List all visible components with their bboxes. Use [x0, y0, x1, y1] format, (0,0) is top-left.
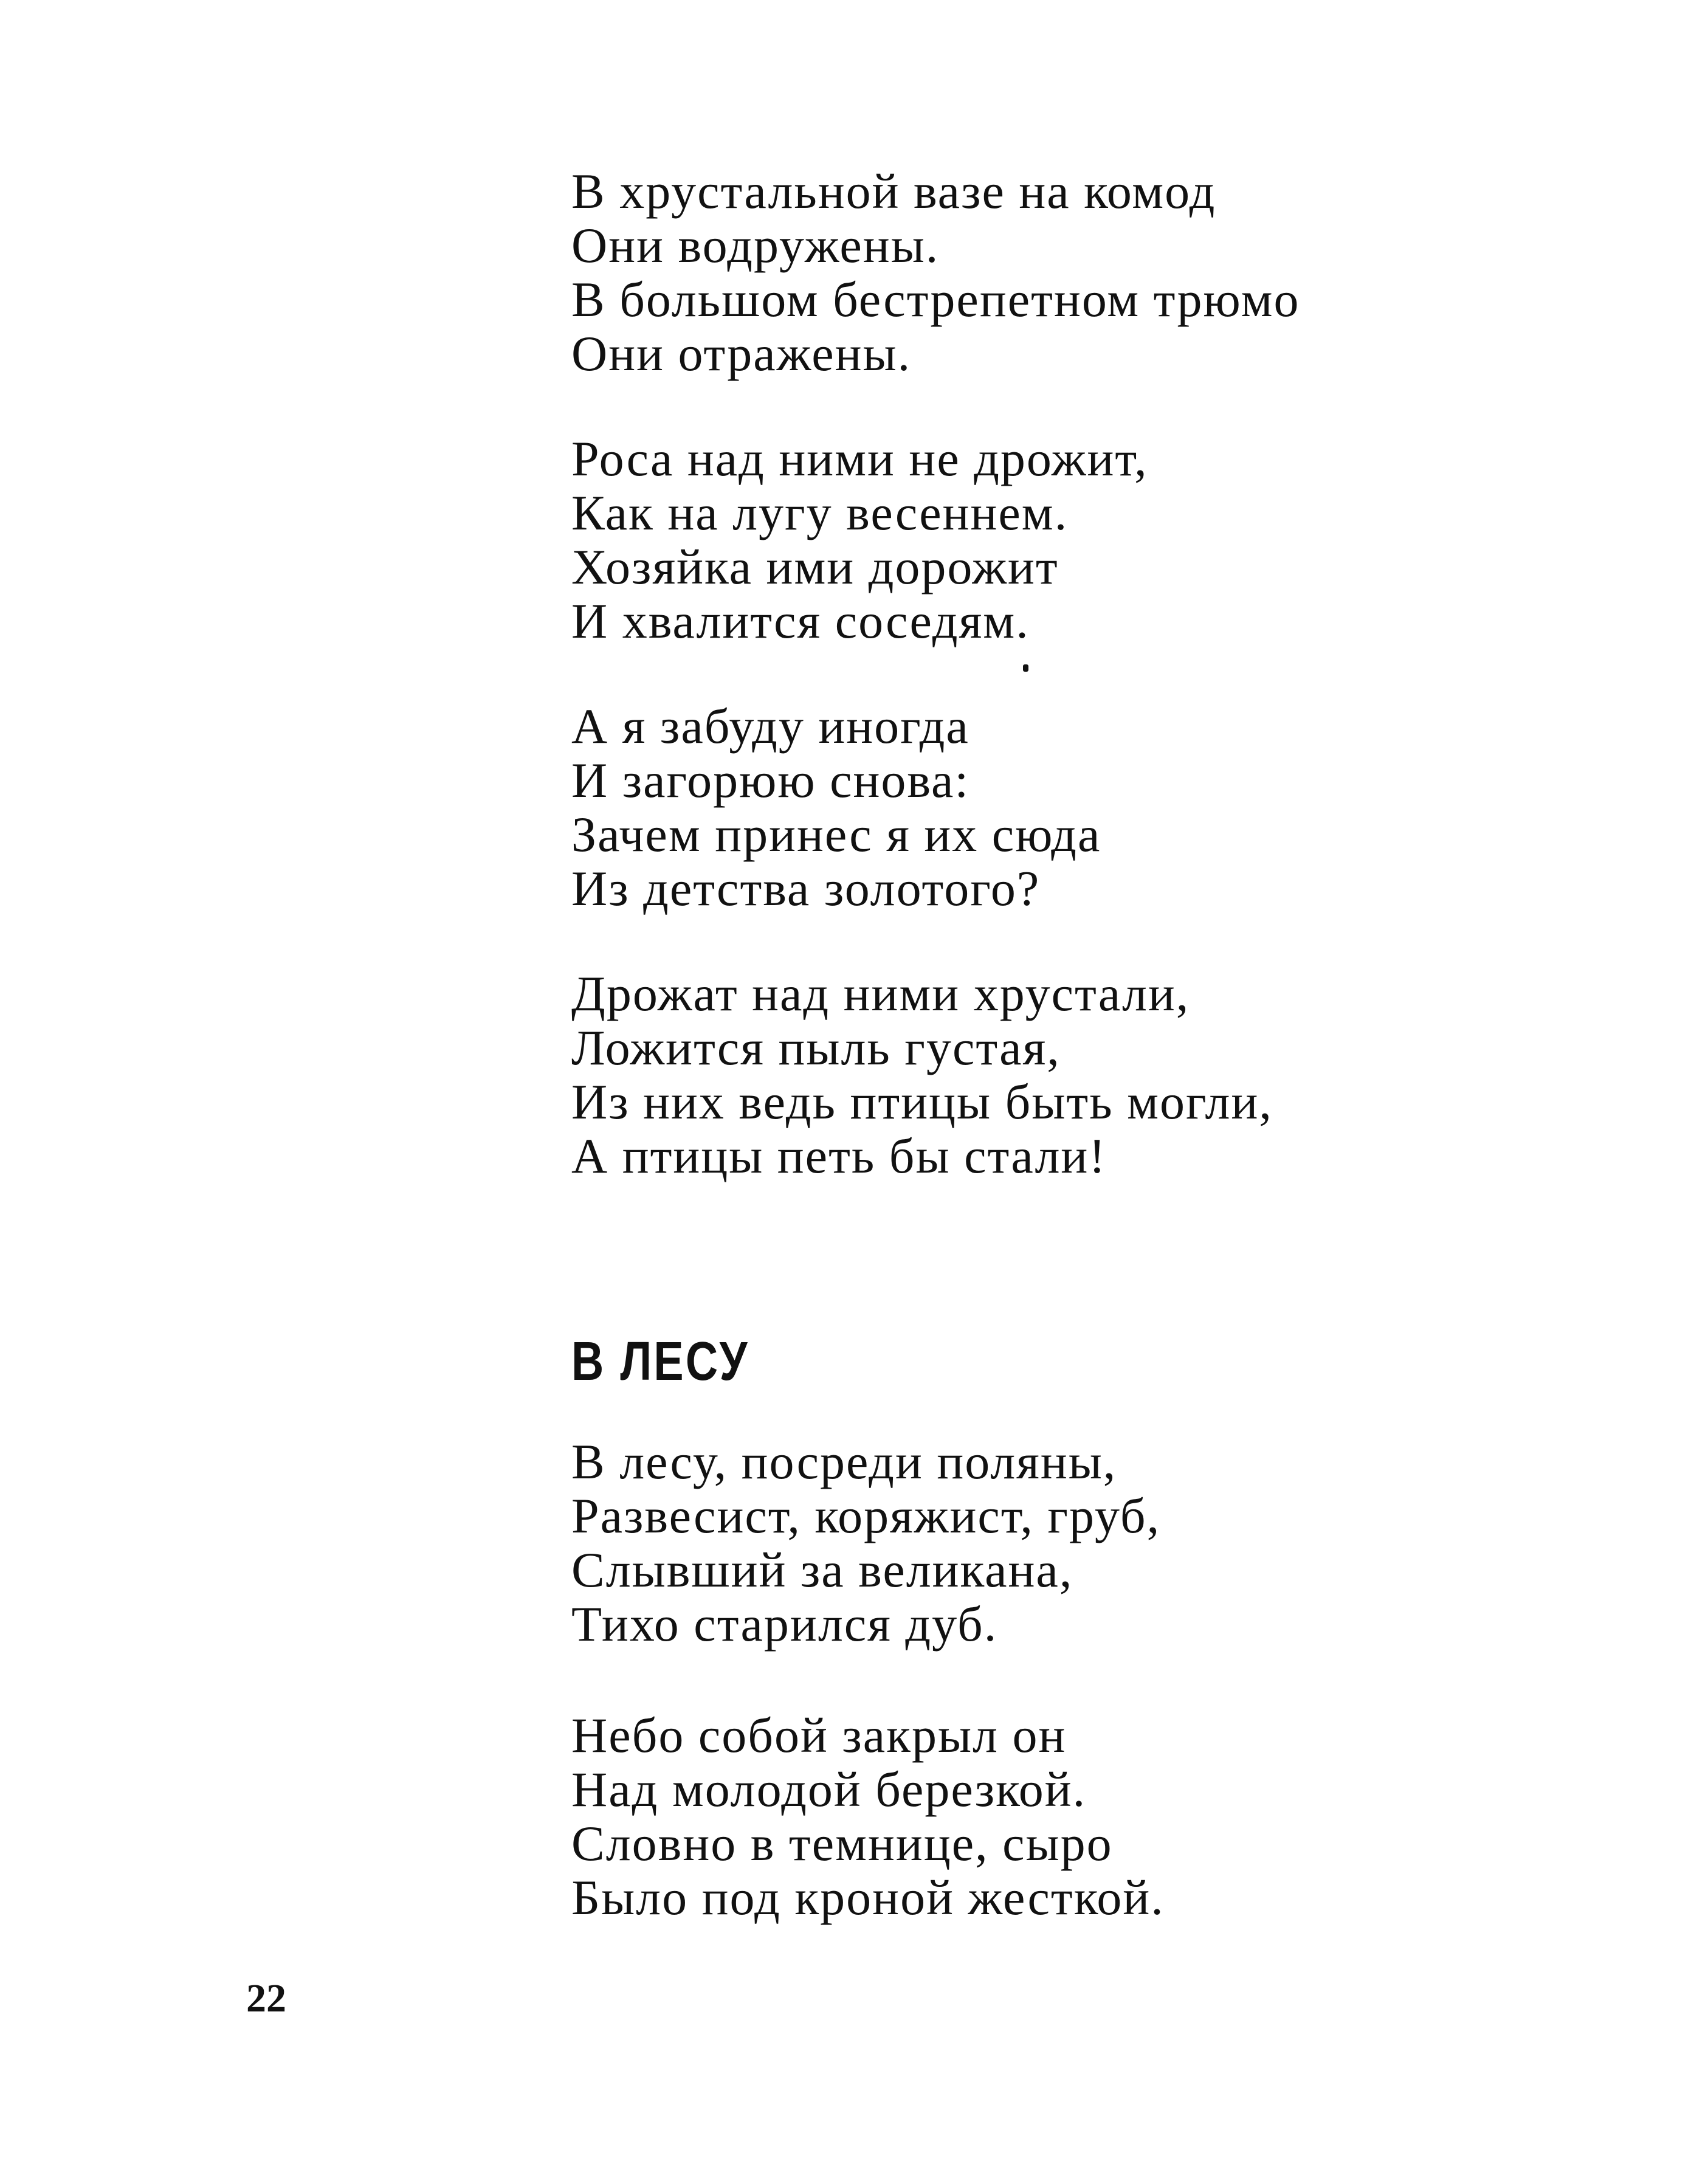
- verse-line: Над молодой березкой.: [571, 1762, 1087, 1817]
- verse-line: Из детства золотого?: [571, 861, 1041, 916]
- verse-line: И загорюю снова:: [571, 753, 970, 808]
- verse-line: Словно в темнице, сыро: [571, 1816, 1113, 1871]
- verse-line: Развесист, коряжист, груб,: [571, 1488, 1161, 1543]
- verse-line: Они водружены.: [571, 218, 940, 273]
- stanza-3: [571, 699, 1544, 915]
- stanza-4: [571, 967, 1544, 1183]
- verse-line: В хрустальной вазе на комод: [571, 164, 1216, 219]
- poem-title: В ЛЕСУ: [571, 1331, 749, 1392]
- verse-line: Роса над ними не дрожит,: [571, 431, 1148, 486]
- verse-line: Небо собой закрыл он: [571, 1708, 1067, 1763]
- verse-line: А птицы петь бы стали!: [571, 1128, 1107, 1184]
- stanza-2: [571, 432, 1544, 648]
- verse-line: А я забуду иногда: [571, 698, 969, 754]
- verse-line: И хвалится соседям.: [571, 593, 1030, 649]
- stanza-6: [571, 1708, 1544, 1925]
- verse-line: Как на лугу весеннем.: [571, 485, 1069, 540]
- verse-line: В большом бестрепетном трюмо: [571, 272, 1300, 327]
- verse-line: Дрожат над ними хрустали,: [571, 966, 1190, 1021]
- print-speck: [1023, 664, 1028, 672]
- page-number: 22: [246, 1976, 286, 2021]
- verse-line: Ложится пыль густая,: [571, 1020, 1061, 1075]
- stanza-1: [571, 164, 1544, 381]
- verse-line: Зачем принес я их сюда: [571, 807, 1101, 862]
- verse-line: В лесу, посреди поляны,: [571, 1434, 1117, 1489]
- verse-line: Слывший за великана,: [571, 1542, 1073, 1597]
- verse-line: Они отражены.: [571, 326, 912, 381]
- verse-line: Было под кроной жесткой.: [571, 1870, 1165, 1925]
- verse-line: Тихо старился дуб.: [571, 1596, 998, 1652]
- stanza-5: [571, 1435, 1544, 1651]
- verse-line: Из них ведь птицы быть могли,: [571, 1074, 1273, 1129]
- verse-line: Хозяйка ими дорожит: [571, 539, 1059, 594]
